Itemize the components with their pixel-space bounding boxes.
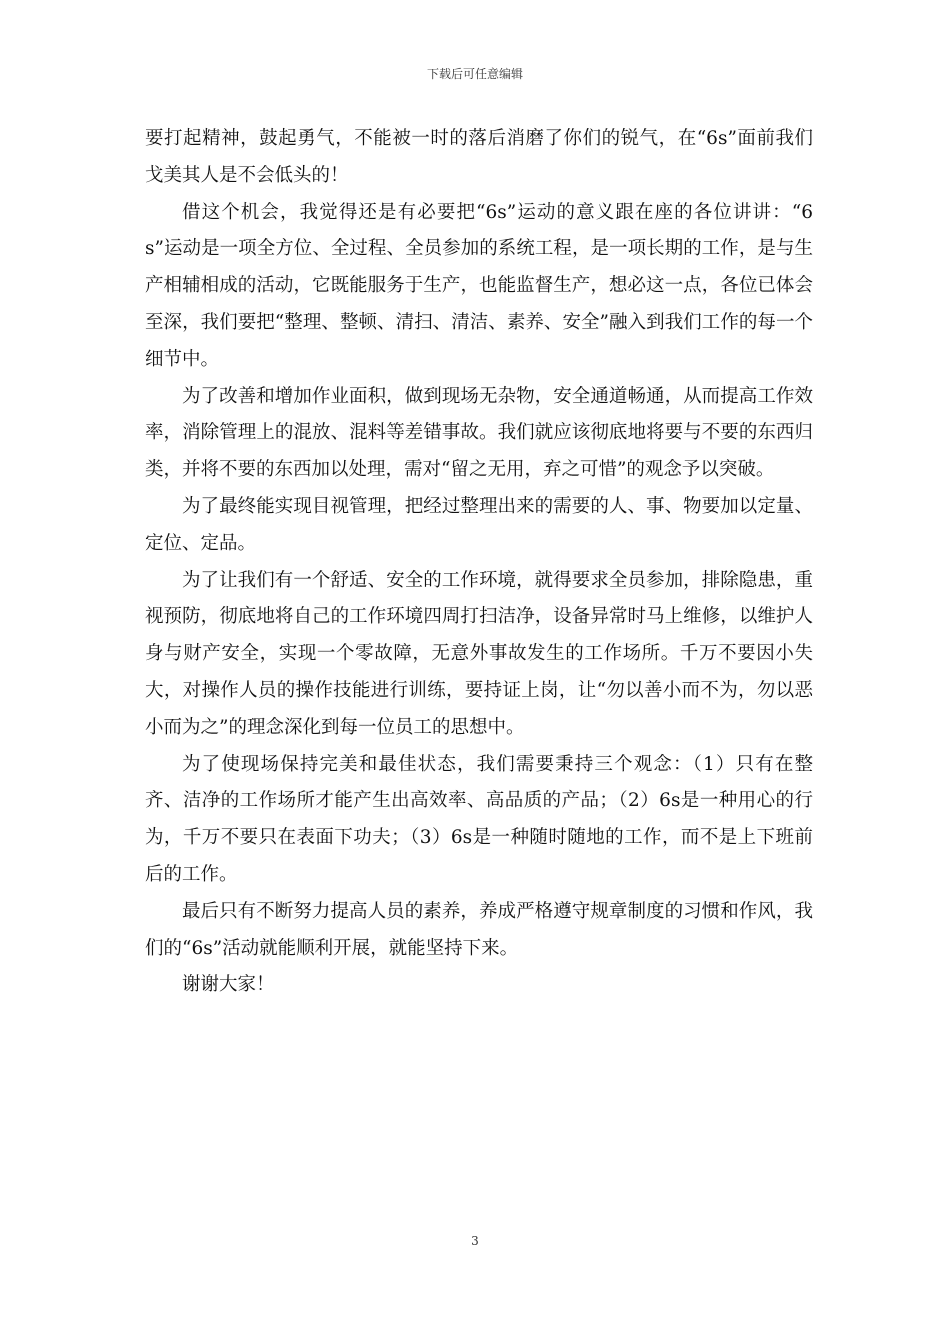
paragraph-three-concepts: 为了使现场保持完美和最佳状态，我们需要秉持三个观念：（1）只有在整齐、洁净的工作场所才能产生出高效率、高品质的产品；（2）6s是一种用心的行为，千万不要只在表面下功夫；（3）6s是一种随时随地的工作，而不是上下班前后的工作。: [145, 753, 813, 885]
page-number: 3: [471, 1234, 479, 1248]
paragraph-6s-meaning: 借这个机会，我觉得还是有必要把“6s”运动的意义跟在座的各位讲讲：“6s”运动是一项全方位、全过程、全员参加的系统工程，是一项长期的工作，是与生产相辅相成的活动，它既能服务于生产，也能监督生产，想必这一点，各位已体会至深，我们要把“整理、整顿、清扫、清洁、素养、安全”融入到我们工作的每一个细节中。: [145, 201, 813, 370]
paragraph-visual-management: 为了最终能实现目视管理，把经过整理出来的需要的人、事、物要加以定量、定位、定品。: [145, 495, 813, 554]
paragraph-closing: 最后只有不断努力提高人员的素养，养成严格遵守规章制度的习惯和作风，我们的“6s”活动就能顺利开展，就能坚持下来。: [145, 900, 813, 959]
paragraph-safe-environment: 为了让我们有一个舒适、安全的工作环境，就得要求全员参加，排除隐患，重视预防，彻底地将自己的工作环境四周打扫洁净，设备异常时马上维修，以维护人身与财产安全，实现一个零故障，无意外事故发生的工作场所。千万不要因小失大，对操作人员的操作技能进行训练，要持证上岗，让“勿以善小而不为，勿以恶小而为之”的理念深化到每一位员工的思想中。: [145, 569, 813, 738]
paragraph-continuation: 要打起精神，鼓起勇气，不能被一时的落后消磨了你们的锐气，在“6s”面前我们戈美其人是不会低头的！: [145, 128, 813, 186]
paragraph-thanks: 谢谢大家！: [182, 974, 275, 996]
paragraph-work-area: 为了改善和增加作业面积，做到现场无杂物，安全通道畅通，从而提高工作效率，消除管理上的混放、混料等差错事故。我们就应该彻底地将要与不要的东西归类，并将不要的东西加以处理，需对“留之无用，弃之可惜”的观念予以突破。: [145, 385, 813, 481]
document-body: [145, 121, 813, 1004]
page-header: 下载后可任意编辑: [426, 67, 523, 81]
